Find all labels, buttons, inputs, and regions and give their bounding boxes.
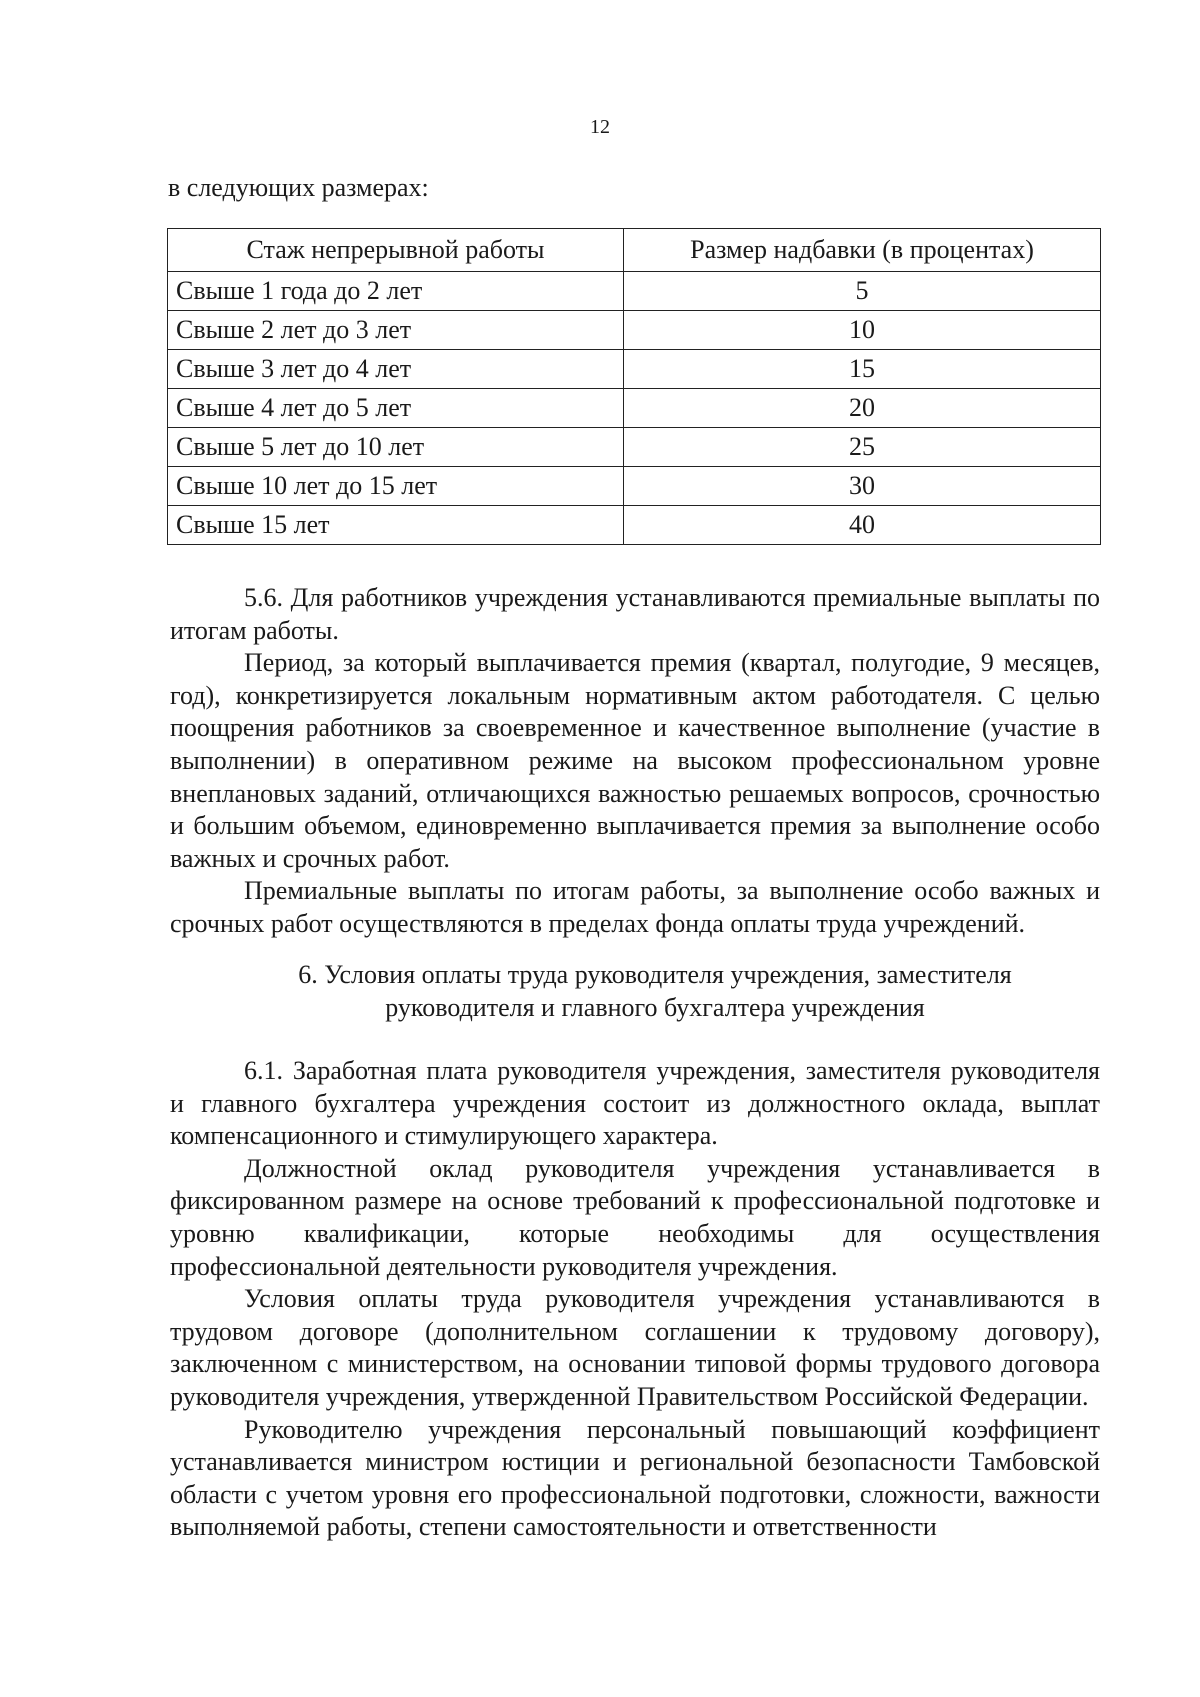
seniority-bonus-table xyxy=(167,228,1101,545)
seniority-cell: Свыше 15 лет xyxy=(168,506,624,545)
paragraph-labor-contract: Условия оплаты труда руководителя учреждения устанавливаются в трудовом договоре (дополнительном соглашении к трудовому договору), заключенном с министерством, на основании типовой формы трудового договора руководителя учреждения, утвержденной Правительством Российской Федерации. xyxy=(170,1284,1100,1411)
bonus-cell: 5 xyxy=(624,272,1101,311)
bonus-cell: 40 xyxy=(624,506,1101,545)
paragraph-6-1: 6.1. Заработная плата руководителя учреждения, заместителя руководителя и главного бухгалтера учреждения состоит из должностного оклада, выплат компенсационного и стимулирующего характера. xyxy=(170,1056,1100,1151)
section-5-block xyxy=(170,582,1100,941)
seniority-cell: Свыше 10 лет до 15 лет xyxy=(168,467,624,506)
column-header-bonus: Размер надбавки (в процентах) xyxy=(624,229,1101,272)
bonus-cell: 15 xyxy=(624,350,1101,389)
paragraph-premium-limits: Премиальные выплаты по итогам работы, за выполнение особо важных и срочных работ осуществляются в пределах фонда оплаты труда учреждений. xyxy=(170,876,1100,938)
heading-line-1: 6. Условия оплаты труда руководителя учреждения, заместителя xyxy=(298,960,1012,989)
heading-line-2: руководителя и главного бухгалтера учреждения xyxy=(385,993,925,1022)
table-row xyxy=(168,467,1101,506)
section-6-block xyxy=(170,1055,1100,1544)
table-row xyxy=(168,350,1101,389)
paragraph-premium-period: Период, за который выплачивается премия (квартал, полугодие, 9 месяцев, год), конкретизируется локальным нормативным актом работодателя. С целью поощрения работников за своевременное и качественное выполнение (участие в выполнении) в оперативном режиме на высоком профессиональном уровне внеплановых заданий, отличающихся важностью решаемых вопросов, срочностью и большим объемом, единовременно выплачивается премия за выполнение особо важных и срочных работ. xyxy=(170,648,1100,873)
page-number: 12 xyxy=(590,116,610,138)
seniority-cell: Свыше 4 лет до 5 лет xyxy=(168,389,624,428)
bonus-cell: 25 xyxy=(624,428,1101,467)
table-header-row xyxy=(168,229,1101,272)
seniority-cell: Свыше 3 лет до 4 лет xyxy=(168,350,624,389)
seniority-cell: Свыше 1 года до 2 лет xyxy=(168,272,624,311)
paragraph-personal-coefficient: Руководителю учреждения персональный повышающий коэффициент устанавливается министром юстиции и региональной безопасности Тамбовской области с учетом уровня его профессиональной подготовки, сложности, важности выполняемой работы, степени самостоятельности и ответственности xyxy=(170,1414,1100,1542)
intro-text: в следующих размерах: xyxy=(168,173,429,202)
bonus-cell: 10 xyxy=(624,311,1101,350)
bonus-cell: 30 xyxy=(624,467,1101,506)
table-row xyxy=(168,311,1101,350)
table-row xyxy=(168,389,1101,428)
bonus-cell: 20 xyxy=(624,389,1101,428)
seniority-cell: Свыше 2 лет до 3 лет xyxy=(168,311,624,350)
table-row xyxy=(168,428,1101,467)
seniority-cell: Свыше 5 лет до 10 лет xyxy=(168,428,624,467)
paragraph-official-salary: Должностной оклад руководителя учреждения устанавливается в фиксированном размере на основе требований к профессиональной подготовке и уровню квалификации, которые необходимы для осуществления профессиональной деятельности руководителя учреждения. xyxy=(170,1153,1100,1281)
table-row xyxy=(168,272,1101,311)
paragraph-5-6: 5.6. Для работников учреждения устанавливаются премиальные выплаты по итогам работы. xyxy=(170,583,1100,645)
table-row xyxy=(168,506,1101,545)
section-6-heading xyxy=(170,958,1100,1024)
column-header-seniority: Стаж непрерывной работы xyxy=(168,229,624,272)
